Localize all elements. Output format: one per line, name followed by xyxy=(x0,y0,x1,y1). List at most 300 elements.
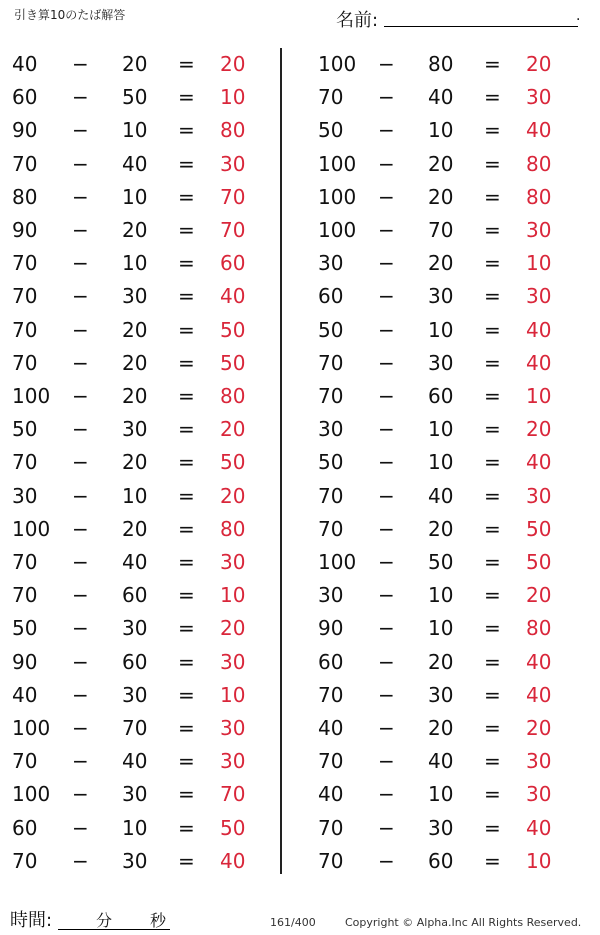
minus-sign: − xyxy=(378,550,395,574)
subtrahend: 10 xyxy=(428,417,454,442)
answer: 70 xyxy=(220,218,246,242)
subtrahend: 60 xyxy=(122,649,148,674)
subtrahend: 40 xyxy=(428,749,454,774)
minuend: 70 xyxy=(318,749,344,774)
minus-sign: − xyxy=(72,251,89,276)
answer: 30 xyxy=(526,218,552,242)
minus-sign: − xyxy=(72,151,89,176)
subtrahend: 30 xyxy=(428,815,454,840)
answer: 20 xyxy=(220,52,246,76)
answer: 80 xyxy=(526,616,552,641)
equals-sign: = xyxy=(484,118,501,143)
minus-sign: − xyxy=(72,516,89,541)
equals-sign: = xyxy=(178,483,195,508)
equals-sign: = xyxy=(484,85,501,110)
minus-sign: − xyxy=(72,682,89,707)
problem-row xyxy=(0,181,260,214)
equals-sign: = xyxy=(178,118,195,143)
equals-sign: = xyxy=(178,815,195,840)
problem-row xyxy=(306,679,566,712)
minus-sign: − xyxy=(72,583,89,608)
subtrahend: 50 xyxy=(428,550,454,574)
equals-sign: = xyxy=(484,218,501,242)
answer: 20 xyxy=(526,583,552,608)
problem-row xyxy=(306,214,566,247)
problem-row xyxy=(0,679,260,712)
minus-sign: − xyxy=(378,483,395,508)
subtrahend: 20 xyxy=(428,151,454,176)
time-label: 時間: xyxy=(10,910,53,931)
subtrahend: 10 xyxy=(122,118,148,143)
equals-sign: = xyxy=(484,848,501,873)
equals-sign: = xyxy=(484,384,501,408)
column-divider xyxy=(280,48,282,874)
subtrahend: 10 xyxy=(428,317,454,342)
minus-sign: − xyxy=(72,218,89,242)
minuend: 40 xyxy=(12,682,38,707)
problem-row xyxy=(0,413,260,446)
minus-sign: − xyxy=(72,649,89,674)
answer: 40 xyxy=(526,649,552,674)
subtrahend: 30 xyxy=(428,350,454,375)
minuend: 100 xyxy=(318,151,357,176)
answer: 30 xyxy=(526,284,552,309)
minus-sign: − xyxy=(378,52,395,76)
minus-sign: − xyxy=(72,417,89,442)
problem-row xyxy=(306,778,566,811)
problem-row xyxy=(0,546,260,579)
minus-sign: − xyxy=(72,749,89,774)
answer: 50 xyxy=(526,550,552,574)
equals-sign: = xyxy=(178,151,195,176)
equals-sign: = xyxy=(178,251,195,276)
equals-sign: = xyxy=(178,317,195,342)
minuend: 50 xyxy=(318,118,344,143)
problem-row xyxy=(0,646,260,679)
equals-sign: = xyxy=(178,616,195,641)
problem-row xyxy=(0,380,260,413)
equals-sign: = xyxy=(484,483,501,508)
minuend: 70 xyxy=(12,848,38,873)
subtrahend: 10 xyxy=(428,782,454,807)
minuend: 60 xyxy=(12,85,38,110)
problem-row xyxy=(306,380,566,413)
minus-sign: − xyxy=(72,350,89,375)
equals-sign: = xyxy=(178,583,195,608)
minuend: 30 xyxy=(12,483,38,508)
subtrahend: 20 xyxy=(122,450,148,475)
minus-sign: − xyxy=(72,450,89,475)
minus-sign: − xyxy=(378,649,395,674)
answer: 50 xyxy=(526,516,552,541)
subtrahend: 10 xyxy=(428,450,454,475)
problem-row xyxy=(0,280,260,313)
answer: 10 xyxy=(220,583,246,608)
minuend: 70 xyxy=(12,550,38,574)
minuend: 90 xyxy=(12,118,38,143)
minus-sign: − xyxy=(72,716,89,740)
minuend: 100 xyxy=(318,52,357,76)
minus-sign: − xyxy=(378,350,395,375)
minuend: 40 xyxy=(318,782,344,807)
seconds-label: 秒 xyxy=(150,911,167,930)
answer: 40 xyxy=(526,682,552,707)
equals-sign: = xyxy=(484,682,501,707)
page-number: 161/400 xyxy=(270,916,316,929)
problem-row xyxy=(0,778,260,811)
answer: 70 xyxy=(220,184,246,209)
minus-sign: − xyxy=(378,749,395,774)
equals-sign: = xyxy=(178,649,195,674)
answer: 30 xyxy=(220,649,246,674)
equals-sign: = xyxy=(484,417,501,442)
minus-sign: − xyxy=(378,317,395,342)
problem-row xyxy=(306,280,566,313)
equals-sign: = xyxy=(484,782,501,807)
problem-row xyxy=(0,247,260,280)
minuend: 100 xyxy=(318,218,357,242)
problem-row xyxy=(306,480,566,513)
subtrahend: 10 xyxy=(122,184,148,209)
subtrahend: 20 xyxy=(122,384,148,408)
minuend: 70 xyxy=(12,583,38,608)
equals-sign: = xyxy=(178,417,195,442)
minuend: 50 xyxy=(318,317,344,342)
subtrahend: 60 xyxy=(122,583,148,608)
problem-row xyxy=(0,114,260,147)
minuend: 100 xyxy=(318,550,357,574)
subtrahend: 20 xyxy=(122,317,148,342)
problem-row xyxy=(0,480,260,513)
answer: 80 xyxy=(526,151,552,176)
minuend: 70 xyxy=(318,815,344,840)
equals-sign: = xyxy=(484,184,501,209)
minus-sign: − xyxy=(72,848,89,873)
answer: 40 xyxy=(220,848,246,873)
minuend: 50 xyxy=(318,450,344,475)
minutes-label: 分 xyxy=(96,911,113,930)
subtrahend: 30 xyxy=(122,284,148,309)
subtrahend: 10 xyxy=(428,616,454,641)
minuend: 100 xyxy=(12,782,51,807)
subtrahend: 70 xyxy=(428,218,454,242)
minus-sign: − xyxy=(378,616,395,641)
minus-sign: − xyxy=(72,317,89,342)
equals-sign: = xyxy=(178,384,195,408)
answer: 10 xyxy=(220,682,246,707)
minus-sign: − xyxy=(378,251,395,276)
answer: 20 xyxy=(220,483,246,508)
minuend: 70 xyxy=(318,384,344,408)
problem-row xyxy=(0,214,260,247)
equals-sign: = xyxy=(178,848,195,873)
subtrahend: 10 xyxy=(428,583,454,608)
minus-sign: − xyxy=(378,516,395,541)
minuend: 70 xyxy=(318,682,344,707)
minuend: 50 xyxy=(12,616,38,641)
answer: 50 xyxy=(220,815,246,840)
minuend: 40 xyxy=(12,52,38,76)
minus-sign: − xyxy=(72,815,89,840)
answer: 40 xyxy=(526,350,552,375)
problem-row xyxy=(0,148,260,181)
equals-sign: = xyxy=(484,450,501,475)
equals-sign: = xyxy=(484,616,501,641)
subtrahend: 20 xyxy=(122,52,148,76)
minuend: 90 xyxy=(12,218,38,242)
problem-row xyxy=(0,347,260,380)
minuend: 60 xyxy=(318,284,344,309)
answer: 10 xyxy=(526,848,552,873)
minus-sign: − xyxy=(72,483,89,508)
subtrahend: 10 xyxy=(122,483,148,508)
equals-sign: = xyxy=(178,450,195,475)
answer: 40 xyxy=(220,284,246,309)
equals-sign: = xyxy=(484,317,501,342)
answer: 10 xyxy=(220,85,246,110)
problem-row xyxy=(0,845,260,878)
subtrahend: 50 xyxy=(122,85,148,110)
minuend: 60 xyxy=(12,815,38,840)
equals-sign: = xyxy=(178,550,195,574)
equals-sign: = xyxy=(178,184,195,209)
equals-sign: = xyxy=(484,516,501,541)
problem-row xyxy=(306,845,566,878)
minus-sign: − xyxy=(378,118,395,143)
answer: 50 xyxy=(220,450,246,475)
minus-sign: − xyxy=(378,682,395,707)
equals-sign: = xyxy=(178,350,195,375)
equals-sign: = xyxy=(484,583,501,608)
subtrahend: 30 xyxy=(428,682,454,707)
subtrahend: 70 xyxy=(122,716,148,740)
subtrahend: 10 xyxy=(122,815,148,840)
minus-sign: − xyxy=(72,52,89,76)
subtrahend: 40 xyxy=(122,151,148,176)
answer: 80 xyxy=(220,516,246,541)
subtrahend: 20 xyxy=(428,716,454,740)
equals-sign: = xyxy=(484,749,501,774)
equals-sign: = xyxy=(178,85,195,110)
problem-row xyxy=(306,181,566,214)
answer: 60 xyxy=(220,251,246,276)
subtrahend: 30 xyxy=(122,848,148,873)
minus-sign: − xyxy=(72,782,89,807)
minuend: 50 xyxy=(12,417,38,442)
minus-sign: − xyxy=(378,848,395,873)
problem-row xyxy=(0,579,260,612)
equals-sign: = xyxy=(178,782,195,807)
subtrahend: 60 xyxy=(428,384,454,408)
minuend: 70 xyxy=(12,151,38,176)
equals-sign: = xyxy=(484,284,501,309)
subtrahend: 10 xyxy=(122,251,148,276)
subtrahend: 20 xyxy=(122,516,148,541)
minuend: 30 xyxy=(318,417,344,442)
equals-sign: = xyxy=(484,251,501,276)
problem-row xyxy=(306,48,566,81)
problem-row xyxy=(306,513,566,546)
subtrahend: 30 xyxy=(122,616,148,641)
minus-sign: − xyxy=(72,118,89,143)
answer: 20 xyxy=(220,417,246,442)
minus-sign: − xyxy=(72,616,89,641)
minus-sign: − xyxy=(378,184,395,209)
name-field-dot: . xyxy=(576,8,581,24)
problem-row xyxy=(306,646,566,679)
minus-sign: − xyxy=(72,284,89,309)
problem-row xyxy=(0,48,260,81)
minuend: 70 xyxy=(318,516,344,541)
problem-row xyxy=(306,148,566,181)
answer: 20 xyxy=(220,616,246,641)
answer: 30 xyxy=(526,85,552,110)
equals-sign: = xyxy=(178,284,195,309)
problem-row xyxy=(306,314,566,347)
equals-sign: = xyxy=(484,716,501,740)
minus-sign: − xyxy=(72,550,89,574)
minus-sign: − xyxy=(72,384,89,408)
minus-sign: − xyxy=(72,184,89,209)
minuend: 40 xyxy=(318,716,344,740)
minuend: 90 xyxy=(318,616,344,641)
answer: 80 xyxy=(220,118,246,143)
problem-row xyxy=(0,314,260,347)
subtrahend: 20 xyxy=(122,350,148,375)
copyright-notice: Copyright © Alpha.Inc All Rights Reserved. xyxy=(345,916,582,929)
problem-row xyxy=(306,712,566,745)
problem-row xyxy=(306,413,566,446)
answer: 30 xyxy=(526,483,552,508)
minus-sign: − xyxy=(378,716,395,740)
equals-sign: = xyxy=(178,749,195,774)
subtrahend: 20 xyxy=(122,218,148,242)
problem-row xyxy=(0,812,260,845)
minuend: 60 xyxy=(318,649,344,674)
problem-row xyxy=(306,745,566,778)
minus-sign: − xyxy=(378,151,395,176)
equals-sign: = xyxy=(484,52,501,76)
answer: 10 xyxy=(526,251,552,276)
minuend: 100 xyxy=(12,516,51,541)
minuend: 70 xyxy=(12,251,38,276)
minus-sign: − xyxy=(378,417,395,442)
equals-sign: = xyxy=(178,218,195,242)
answer: 80 xyxy=(526,184,552,209)
answer: 80 xyxy=(220,384,246,408)
subtrahend: 30 xyxy=(122,417,148,442)
problem-row xyxy=(306,546,566,579)
problem-row xyxy=(0,81,260,114)
subtrahend: 40 xyxy=(428,85,454,110)
minuend: 100 xyxy=(12,716,51,740)
minuend: 100 xyxy=(12,384,51,408)
subtrahend: 20 xyxy=(428,516,454,541)
answer: 10 xyxy=(526,384,552,408)
equals-sign: = xyxy=(484,151,501,176)
problem-row xyxy=(306,247,566,280)
subtrahend: 40 xyxy=(428,483,454,508)
answer: 30 xyxy=(220,550,246,574)
answer: 20 xyxy=(526,716,552,740)
equals-sign: = xyxy=(178,682,195,707)
answer: 70 xyxy=(220,782,246,807)
problem-row xyxy=(0,446,260,479)
equals-sign: = xyxy=(178,52,195,76)
minus-sign: − xyxy=(378,815,395,840)
name-field-line xyxy=(384,26,578,27)
answer: 20 xyxy=(526,52,552,76)
answer: 30 xyxy=(220,716,246,740)
answer: 20 xyxy=(526,417,552,442)
answer: 40 xyxy=(526,450,552,475)
minuend: 70 xyxy=(318,483,344,508)
minuend: 70 xyxy=(318,848,344,873)
subtrahend: 40 xyxy=(122,550,148,574)
minus-sign: − xyxy=(378,384,395,408)
minuend: 80 xyxy=(12,184,38,209)
problem-row xyxy=(306,812,566,845)
minuend: 70 xyxy=(12,450,38,475)
equals-sign: = xyxy=(484,550,501,574)
problem-row xyxy=(306,612,566,645)
equals-sign: = xyxy=(484,350,501,375)
answer: 30 xyxy=(220,749,246,774)
minus-sign: − xyxy=(378,284,395,309)
answer: 50 xyxy=(220,317,246,342)
subtrahend: 20 xyxy=(428,251,454,276)
problem-row xyxy=(306,446,566,479)
minuend: 30 xyxy=(318,583,344,608)
answer: 30 xyxy=(526,749,552,774)
subtrahend: 20 xyxy=(428,649,454,674)
answer: 30 xyxy=(526,782,552,807)
minuend: 70 xyxy=(12,749,38,774)
answer: 40 xyxy=(526,815,552,840)
equals-sign: = xyxy=(484,649,501,674)
minuend: 70 xyxy=(12,284,38,309)
subtrahend: 30 xyxy=(122,682,148,707)
minuend: 30 xyxy=(318,251,344,276)
answer: 50 xyxy=(220,350,246,375)
subtrahend: 20 xyxy=(428,184,454,209)
problem-row xyxy=(0,513,260,546)
name-label: 名前: xyxy=(336,10,379,31)
minuend: 70 xyxy=(12,350,38,375)
answer: 40 xyxy=(526,118,552,143)
subtrahend: 40 xyxy=(122,749,148,774)
problem-row xyxy=(306,579,566,612)
worksheet-title: 引き算10のたば解答 xyxy=(14,8,126,22)
subtrahend: 80 xyxy=(428,52,454,76)
equals-sign: = xyxy=(178,516,195,541)
answer: 40 xyxy=(526,317,552,342)
answer: 30 xyxy=(220,151,246,176)
subtrahend: 30 xyxy=(428,284,454,309)
minus-sign: − xyxy=(378,450,395,475)
equals-sign: = xyxy=(484,815,501,840)
subtrahend: 30 xyxy=(122,782,148,807)
problem-row xyxy=(0,612,260,645)
minuend: 70 xyxy=(318,350,344,375)
minuend: 70 xyxy=(12,317,38,342)
minus-sign: − xyxy=(378,218,395,242)
subtrahend: 60 xyxy=(428,848,454,873)
problem-row xyxy=(306,347,566,380)
subtrahend: 10 xyxy=(428,118,454,143)
problem-row xyxy=(0,712,260,745)
minus-sign: − xyxy=(72,85,89,110)
